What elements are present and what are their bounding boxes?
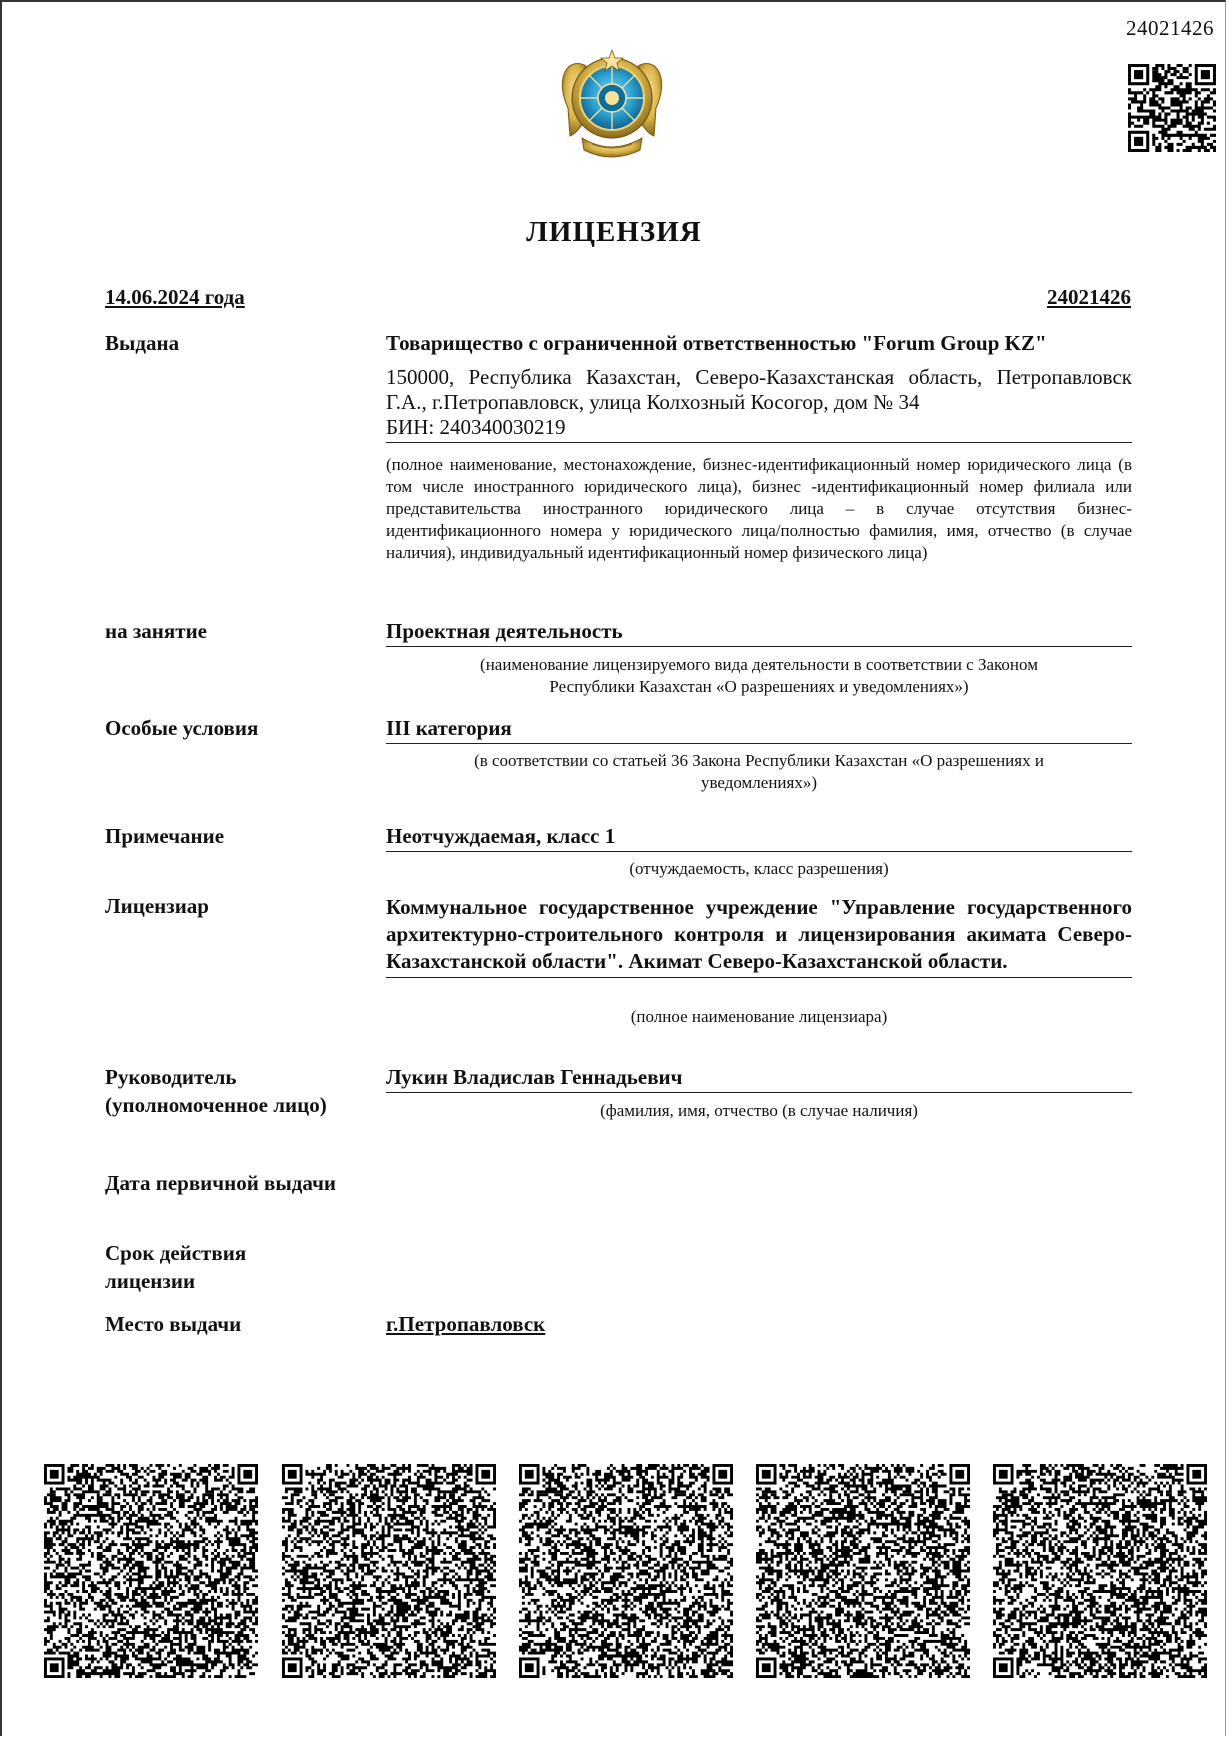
licensor-caption: (полное наименование лицензиара) [630, 1007, 888, 1026]
special-conditions-caption-line-1: (в соответствии со статьей 36 Закона Республики Казахстан «О разрешениях и [474, 751, 1044, 770]
qr-code-icon [1128, 64, 1216, 152]
issued-to-label: Выдана [105, 331, 180, 355]
kazakhstan-state-emblem-icon [548, 38, 676, 166]
licensee-caption: (полное наименование, местонахождение, бизнес-идентификационный номер юридического лица (в том числе иностранного юридического лица), бизнес -идентификационный номер филиала или представительства иностранного юридического лица – в случае отсутствия бизнес-идентификационного номера у юридического лица/полностью фамилия, имя, отчество (в случае наличия), индивидуальный идентификационный номер физического лица) [386, 455, 1132, 562]
qr-code-icon [756, 1464, 970, 1678]
place-of-issue-value: г.Петропавловск [386, 1312, 546, 1336]
special-conditions-label: Особые условия [105, 716, 259, 740]
activity-label: на занятие [105, 619, 207, 643]
head-label-line-2: (уполномоченное лицо) [105, 1093, 327, 1117]
licensee-bin: БИН: 240340030219 [386, 415, 1132, 443]
license-number: 24021426 [1047, 285, 1131, 309]
validity-label-line-2: лицензии [105, 1269, 196, 1293]
first-issue-date-label: Дата первичной выдачи [105, 1171, 337, 1195]
head-value: Лукин Владислав Геннадьевич [386, 1065, 1132, 1093]
activity-caption-line-2: Республики Казахстан «О разрешениях и уведомлениях») [549, 677, 969, 696]
document-id: 24021426 [1126, 16, 1214, 40]
head-caption: (фамилия, имя, отчество (в случае наличия) [600, 1101, 918, 1120]
licensee-name: Товарищество с ограниченной ответственностью "Forum Group KZ" [386, 331, 1047, 355]
activity-caption-line-1: (наименование лицензируемого вида деятельности в соответствии с Законом [480, 655, 1038, 674]
licensor-label: Лицензиар [105, 894, 209, 918]
qr-code-icon [519, 1464, 733, 1678]
note-value: Неотчуждаемая, класс 1 [386, 824, 1132, 852]
qr-code-icon [993, 1464, 1207, 1678]
qr-code-icon [282, 1464, 496, 1678]
licensor-value: Коммунальное государственное учреждение "Управление государственного архитектурно-строительного контроля и лицензирования акимата Северо-Казахстанской области". Акимат Северо-Казахстанской области. [386, 894, 1132, 978]
licensee-address: 150000, Республика Казахстан, Северо-Казахстанская область, Петропавловск Г.А., г.Петропавловск, улица Колхозный Косогор, дом № 34 [386, 365, 1132, 414]
head-label-line-1: Руководитель [105, 1065, 237, 1089]
note-label: Примечание [105, 824, 225, 848]
issue-date: 14.06.2024 года [105, 285, 245, 309]
special-conditions-value: III категория [386, 716, 1132, 744]
qr-code-icon [44, 1464, 258, 1678]
activity-value: Проектная деятельность [386, 619, 1132, 647]
validity-label-line-1: Срок действия [105, 1241, 247, 1265]
special-conditions-caption-line-2: уведомлениях») [700, 773, 818, 792]
place-of-issue-label: Место выдачи [105, 1312, 242, 1336]
document-title: ЛИЦЕНЗИЯ [526, 216, 702, 248]
note-caption: (отчуждаемость, класс разрешения) [629, 859, 889, 878]
